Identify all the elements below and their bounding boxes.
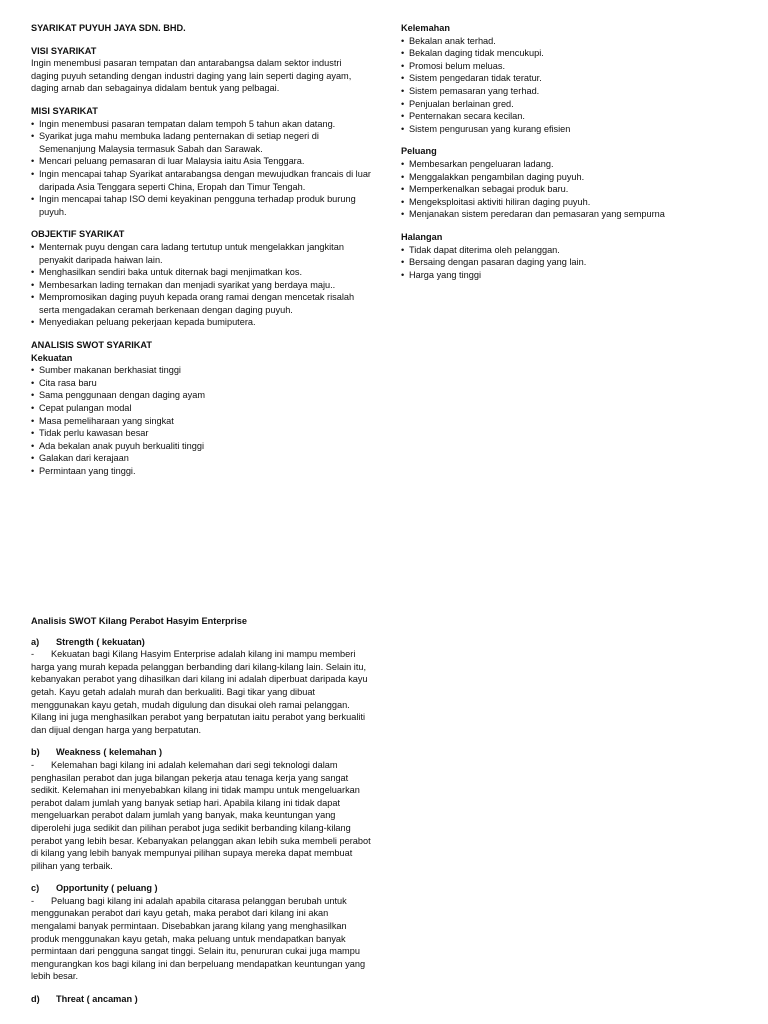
hasyim-heading: Analisis SWOT Kilang Perabot Hasyim Enterprise [31,616,247,626]
list-item: • Tidak perlu kawasan besar [31,427,371,440]
section-letter: b) [31,747,40,758]
opportunity-section [31,882,371,983]
swot-heading: ANALISIS SWOT SYARIKAT [31,340,152,351]
list-item: • Cita rasa baru [31,377,371,390]
swot-section [31,339,371,478]
kelemahan-section [401,22,741,135]
threat-section [31,993,371,1006]
strength-section [31,636,371,737]
list-item: • Bekalan anak terhad. [401,35,741,48]
section-text: Peluang bagi kilang ini adalah apabila citarasa pelanggan berubah untuk menggunakan perabot dari kayu getah, maka perabot dari kilang ini akan mengalami banyak permintaan. Disebabkan jarang kilang yang menghasilkan produk menggunakan kayu getah, maka peluang untuk mendapatkan banyak permintaan dari pengguna sangat tinggi. Selain itu, penururan cukai juga mampu mengurangkan kos bagi kilang ini dan berpeluang mendapatkan keuntungan yang lebih besar. [31,895,366,982]
section-letter: d) [31,994,40,1005]
list-item: • Mengeksploitasi aktiviti hiliran daging puyuh. [401,196,741,209]
list-item: • Syarikat juga mahu membuka ladang penternakan di setiap negeri di Semenanjung Malaysia termasuk Sabah dan Sarawak. [31,130,371,155]
kelemahan-heading: Kelemahan [401,23,451,33]
list-item: • Menternak puyu dengan cara ladang tertutup untuk mengelakkan jangkitan penyakit daripada haiwan lain. [31,241,371,266]
right-column [401,22,741,291]
left-column [31,22,371,488]
peluang-list [401,158,741,221]
list-item: • Bekalan daging tidak mencukupi. [401,47,741,60]
list-item: • Ingin mencapai tahap Syarikat antarabangsa dengan mewujudkan francais di luar daripada Asia Tenggara seperti China, Eropah dan Timur Tengah. [31,168,371,193]
misi-heading: MISI SYARIKAT [31,105,98,116]
peluang-heading: Peluang [401,146,437,157]
list-item: • Mempromosikan daging puyuh kepada orang ramai dengan mencetak risalah serta mengadakan ceramah berkenaan dengan daging puyuh. [31,291,371,316]
halangan-section [401,231,741,281]
section-text: Kekuatan bagi Kilang Hasyim Enterprise adalah kilang ini mampu memberi harga yang murah kepada pelanggan berbanding dari kilang-kilang lain. Selain itu, kebanyakan perabot yang dihasilkan dari kilang ini adalah diperbuat daripada kayu getah. Kayu getah adalah murah dan berkualiti. Bagi tikar yang dibuat menggunakan kayu getah, mudah digulung dan disukai oleh ramai pelanggan. Kilang ini juga menghasilkan perabot yang berpatutan iaitu perabot yang berkualiti dan dijual dengan harga yang berpatutan. [31,649,368,735]
section-title: Opportunity ( peluang ) [56,883,158,894]
peluang-section [401,145,741,221]
strength-title [31,636,371,649]
hasyim-swot-section [31,615,371,1006]
list-item: • Menghasilkan sendiri baka untuk diternak bagi menjimatkan kos. [31,266,371,279]
list-item: • Galakan dari kerajaan [31,452,371,465]
dash-marker: - [31,649,35,660]
list-item: • Harga yang tinggi [401,269,741,282]
objektif-list [31,241,371,329]
visi-heading: VISI SYARIKAT [31,45,97,56]
list-item: • Promosi belum meluas. [401,60,741,73]
list-item: • Masa pemeliharaan yang singkat [31,415,371,428]
list-item: • Sistem pengurusan yang kurang efisien [401,123,741,136]
list-item: • Menjanakan sistem peredaran dan pemasaran yang sempurna [401,208,741,221]
section-title: Strength ( kekuatan) [56,636,145,647]
list-item: • Ingin mencapai tahap ISO demi keyakinan pengguna terhadap produk burung puyuh. [31,193,371,218]
list-item: • Sumber makanan berkhasiat tinggi [31,364,371,377]
kekuatan-heading: Kekuatan [31,352,73,363]
list-item: • Tidak dapat diterima oleh pelanggan. [401,244,741,257]
dash-marker: - [31,895,35,906]
list-item: • Ingin menembusi pasaran tempatan dalam tempoh 5 tahun akan datang. [31,118,371,131]
section-title: Weakness ( kelemahan ) [56,747,163,758]
visi-section [31,45,371,95]
list-item: • Menggalakkan pengambilan daging puyuh. [401,171,741,184]
section-text: Kelemahan bagi kilang ini adalah kelemahan dari segi teknologi dalam penghasilan perabot dan juga bilangan pekerja atau tenaga kerja yang sangat sedikit. Kelemahan ini menyebabkan kilang ini tidak mampu untuk mengeluarkan perabot dalam jumlah yang banyak setiap hari. Apabila kilang ini tidak dapat mengeluarkan perabot dalam jumlah yang banyak, maka keuntungan yang diperolehi juga sedikit dan pilihan perabot juga sedikit berbanding kilang-kilang perabot yang lebih besar. Kebanyakan pelanggan akan lebih suka membeli perabot di kilang yang lebih banyak mempunyai pilihan supaya mereka dapat membuat pilihan yang terbaik. [31,759,371,871]
list-item: • Sistem pemasaran yang terhad. [401,85,741,98]
threat-title [31,993,371,1006]
list-item: • Mencari peluang pemasaran di luar Malaysia iaitu Asia Tenggara. [31,155,371,168]
section-letter: a) [31,636,40,647]
company-name-block [31,22,371,35]
list-item: • Penternakan secara kecilan. [401,110,741,123]
list-item: • Sistem pengedaran tidak teratur. [401,72,741,85]
list-item: • Memperkenalkan sebagai produk baru. [401,183,741,196]
list-item: • Cepat pulangan modal [31,402,371,415]
weakness-section [31,746,371,872]
kekuatan-list [31,364,371,477]
dash-marker: - [31,759,35,770]
list-item: • Membesarkan lading ternakan dan menjadi syarikat yang berdaya maju.. [31,279,371,292]
strength-body [31,648,371,736]
weakness-body [31,759,371,872]
section-title: Threat ( ancaman ) [56,994,138,1005]
company-name: SYARIKAT PUYUH JAYA SDN. BHD. [31,23,186,33]
list-item: • Membesarkan pengeluaran ladang. [401,158,741,171]
list-item: • Penjualan berlainan gred. [401,98,741,111]
objektif-section [31,228,371,329]
objektif-heading: OBJEKTIF SYARIKAT [31,229,125,240]
weakness-title [31,746,371,759]
opportunity-body [31,895,371,983]
opportunity-title [31,882,371,895]
misi-section [31,105,371,218]
list-item: • Ada bekalan anak puyuh berkualiti tinggi [31,440,371,453]
kelemahan-list [401,35,741,136]
list-item: • Menyediakan peluang pekerjaan kepada bumiputera. [31,316,371,329]
section-letter: c) [31,883,40,894]
halangan-list [401,244,741,282]
list-item: • Bersaing dengan pasaran daging yang lain. [401,256,741,269]
visi-text: Ingin menembusi pasaran tempatan dan antarabangsa dalam sektor industri daging puyuh setanding dengan industri daging yang lain seperti daging ayam, daging arnab dan sebagainya didalam bentuk yang pelbagai. [31,58,352,94]
halangan-heading: Halangan [401,231,443,242]
list-item: • Sama penggunaan dengan daging ayam [31,389,371,402]
list-item: • Permintaan yang tinggi. [31,465,371,478]
misi-list [31,118,371,219]
